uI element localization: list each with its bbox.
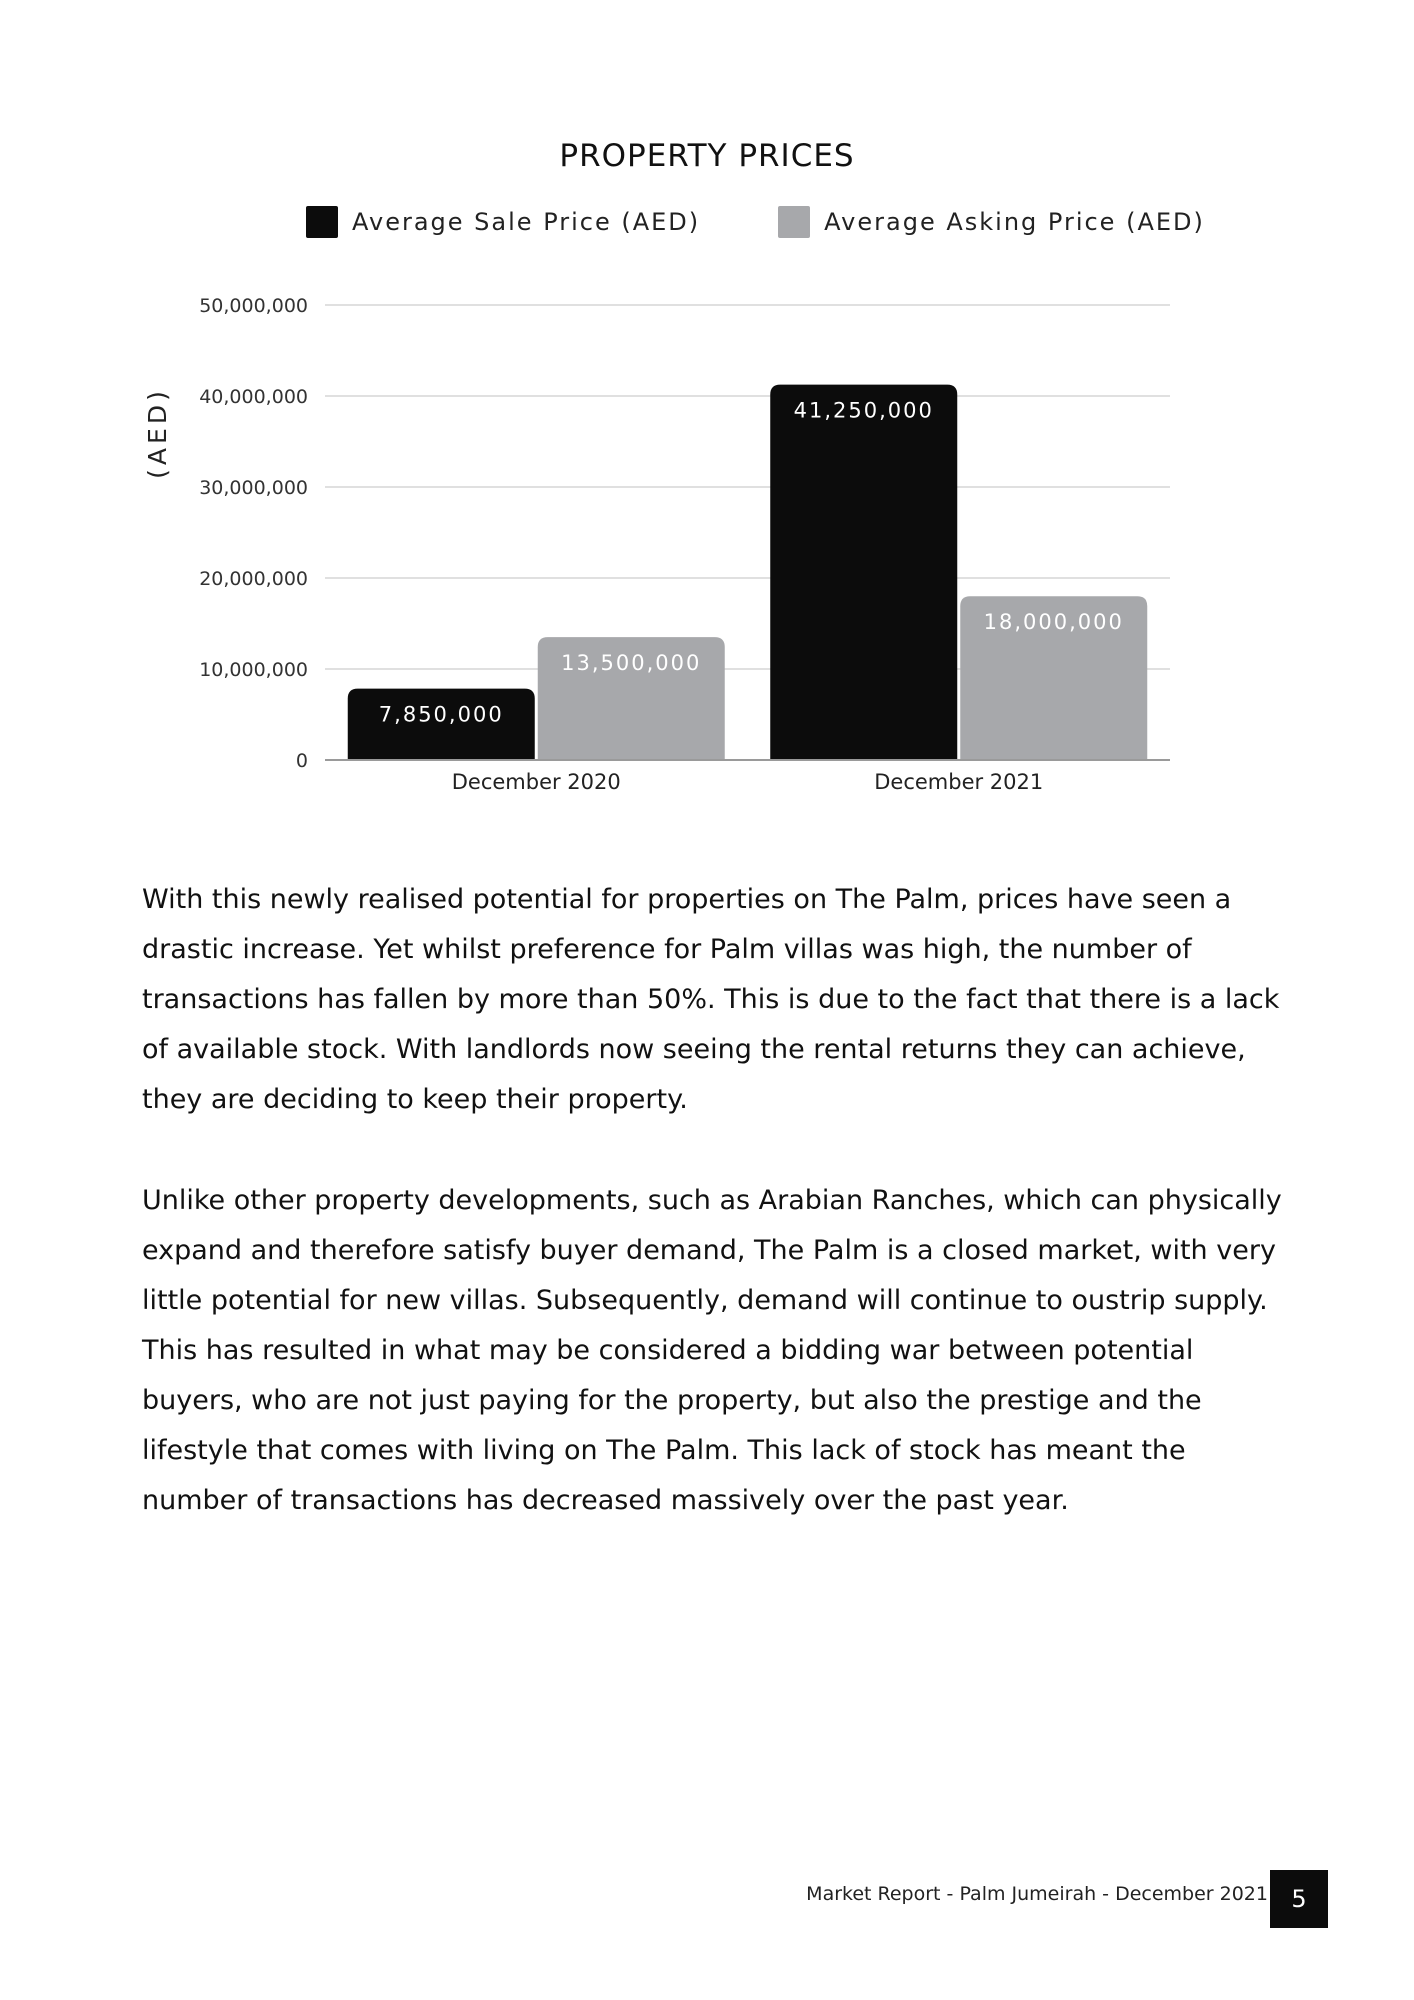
legend-item-sale-price	[306, 206, 700, 238]
legend-swatch-sale-price	[306, 206, 338, 238]
bar-chart	[0, 260, 1414, 820]
bar-value-label: 18,000,000	[983, 610, 1124, 635]
x-tick-label: December 2021	[874, 770, 1044, 794]
chart-legend	[306, 204, 1283, 240]
y-tick-label: 0	[295, 750, 308, 772]
chart-title: PROPERTY PRICES	[559, 138, 855, 174]
legend-swatch-asking-price	[778, 206, 810, 238]
y-axis-label: (AED)	[143, 387, 172, 479]
bar-value-label: 13,500,000	[561, 651, 702, 676]
legend-label-asking-price: Average Asking Price (AED)	[824, 208, 1205, 236]
page-number: 5	[1270, 1870, 1328, 1928]
body-paragraph-2: Unlike other property developments, such as Arabian Ranches, which can physically expand and therefore satisfy buyer demand, The Palm is a closed market, with very little potential for new villas. Subsequently, demand will continue to oustrip supply. This has resulted in what may be considered a bidding war between potential buyers, who are not just paying for the property, but also the prestige and the lifestyle that comes with living on The Palm. This lack of stock has meant the number of transactions has decreased massively over the past year.	[142, 1185, 1282, 1516]
body-paragraph-1: With this newly realised potential for properties on The Palm, prices have seen a drastic increase. Yet whilst preference for Palm villas was high, the number of transactions has fallen by more than 50%. This is due to the fact that there is a lack of available stock. With landlords now seeing the rental returns they can achieve, they are deciding to keep their property.	[142, 884, 1280, 1115]
y-tick-label: 40,000,000	[199, 386, 308, 408]
legend-item-asking-price	[778, 206, 1205, 238]
footer-report-label: Market Report - Palm Jumeirah - December 2021	[806, 1883, 1268, 1905]
x-tick-label: December 2020	[451, 770, 621, 794]
bar-value-label: 7,850,000	[378, 702, 504, 727]
bar-value-label: 41,250,000	[793, 398, 934, 423]
legend-label-sale-price: Average Sale Price (AED)	[352, 208, 701, 236]
y-tick-label: 20,000,000	[199, 568, 308, 590]
y-tick-label: 50,000,000	[199, 295, 308, 317]
bar	[770, 385, 957, 760]
y-tick-label: 30,000,000	[199, 477, 308, 499]
y-tick-label: 10,000,000	[199, 659, 308, 681]
